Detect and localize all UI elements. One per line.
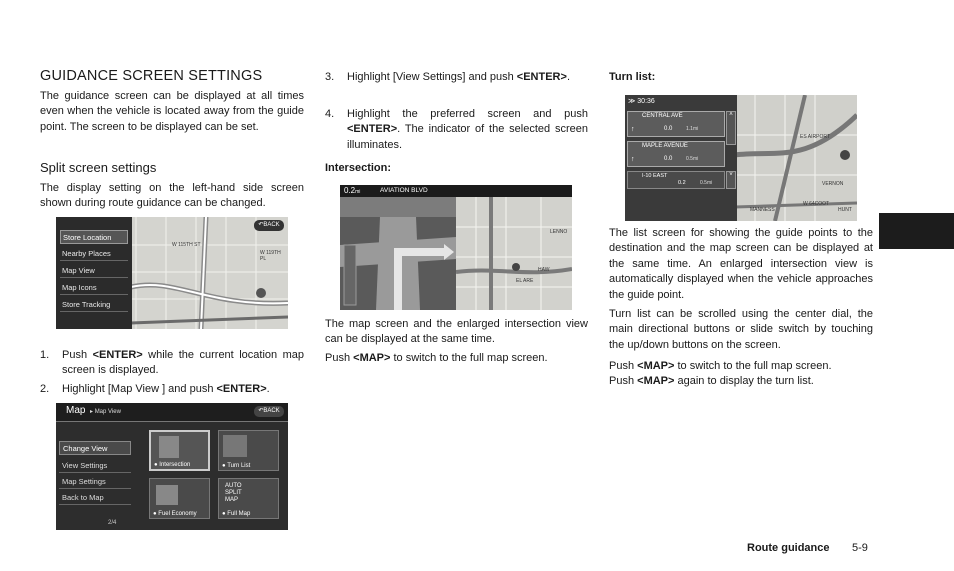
- time-readout: ≫ 30:36: [628, 98, 655, 105]
- back-arrow-icon: ↶: [258, 222, 264, 228]
- step-4: [325, 107, 588, 155]
- step-number: 2.: [40, 383, 50, 395]
- turn-name: CENTRAL AVE: [642, 113, 683, 119]
- map-key: <MAP>: [637, 375, 675, 387]
- step-2: [40, 382, 304, 398]
- step-number: 4.: [325, 108, 335, 120]
- tile-label: Fuel Economy: [158, 511, 197, 517]
- turn-arrow-icon: ↑: [631, 156, 635, 163]
- turn-list-description: The list screen for showing the guide points to the destination and the map screen can be displayed at the same time. An enlarged intersection view is automatically displayed when the vehicle approaches the guide point.: [609, 227, 873, 301]
- push-map-instruction: Push <MAP> to switch to the full map screen.: [609, 360, 832, 372]
- intersection-view: [340, 197, 456, 310]
- intro-paragraph: The guidance screen can be displayed at all times even when the vehicle is located away from the guide point. The screen to be displayed can be set.: [40, 90, 304, 133]
- step-text: Highlight [Map View ] and push <ENTER>.: [62, 383, 270, 395]
- tile-label: Intersection: [159, 462, 191, 468]
- page-indicator: 2/4: [108, 520, 117, 526]
- back-button[interactable]: [254, 406, 284, 417]
- back-label: BACK: [263, 408, 280, 414]
- map-view: [456, 197, 572, 310]
- tile-label: Full Map: [227, 511, 251, 517]
- enter-key: <ENTER>: [516, 71, 567, 83]
- step-number: 3.: [325, 71, 335, 83]
- step-number: 1.: [40, 349, 50, 361]
- distance-readout: 0.2mi: [344, 186, 361, 195]
- turn-distance: 0.0: [664, 126, 673, 132]
- map-label: MANNESS: [750, 207, 775, 213]
- turn-name: I-10 EAST: [642, 173, 668, 179]
- turn-list-heading: Turn list:: [609, 71, 656, 83]
- street-label: W 115TH ST: [172, 242, 201, 248]
- turn-list-thumb-icon: [223, 435, 247, 457]
- street-label: W 119TH PL: [260, 250, 281, 262]
- tile-fuel-economy[interactable]: ● Fuel Economy: [149, 478, 210, 519]
- chevron-down-icon: ˅: [729, 172, 733, 178]
- tile-full-map[interactable]: AUTO SPLIT MAP ● Full Map: [218, 478, 279, 519]
- menu-item-view-settings[interactable]: View Settings: [59, 459, 131, 473]
- step-text: Push <ENTER> while the current location map screen is displayed.: [62, 349, 304, 377]
- turn-list-row[interactable]: [627, 171, 725, 189]
- intersection-description: The map screen and the enlarged intersection view can be displayed at the same time.: [325, 318, 588, 346]
- street-name: AVIATION BLVD: [380, 187, 428, 194]
- turn-distance: 0.2: [678, 180, 686, 186]
- subheading-split-screen: Split screen settings: [40, 160, 157, 175]
- screen-title: Map: [66, 405, 86, 416]
- back-label: BACK: [263, 222, 280, 228]
- auto-split-map-label: AUTO SPLIT MAP: [225, 483, 242, 503]
- menu-item-map-view[interactable]: Map View: [60, 264, 128, 278]
- turn-subdistance: 1.1mi: [686, 126, 699, 132]
- direction-arrow-icon: ≫: [628, 98, 638, 105]
- menu-item-map-icons[interactable]: Map Icons: [60, 281, 128, 295]
- map-label: ES AIRPORT: [800, 134, 830, 140]
- turn-list-row[interactable]: [627, 141, 725, 167]
- screenshot-map-menu: [56, 217, 288, 329]
- push-map-again-instruction: Push <MAP> again to display the turn list.: [609, 375, 814, 387]
- section-heading: GUIDANCE SCREEN SETTINGS: [40, 68, 263, 84]
- enter-key: <ENTER>: [347, 123, 398, 136]
- enter-key: <ENTER>: [92, 349, 143, 361]
- map-label: HAW: [538, 267, 550, 273]
- map-label: VERNON: [822, 181, 844, 187]
- tile-intersection[interactable]: ● Intersection: [149, 430, 210, 471]
- intersection-thumb-icon: [159, 436, 179, 458]
- screenshot-map-view-menu: [56, 403, 288, 530]
- step-3: [325, 70, 588, 102]
- menu-item-nearby-places[interactable]: Nearby Places: [60, 247, 128, 261]
- turn-subdistance: 0.5mi: [700, 180, 713, 186]
- intersection-heading: Intersection:: [325, 162, 392, 174]
- push-map-instruction: Push <MAP> to switch to the full map screen.: [325, 352, 548, 364]
- turn-list-scroll-description: Turn list can be scrolled using the center dial, the main directional buttons or slide switch by touching the up/down buttons on the screen.: [609, 308, 873, 351]
- map-label: EL ARE: [516, 278, 534, 284]
- menu-item-back-to-map[interactable]: Back to Map: [59, 491, 131, 505]
- back-button[interactable]: [254, 220, 284, 231]
- step-text: Highlight the preferred screen and push <ENTER>. The indicator of the selected screen illuminates.: [347, 108, 588, 151]
- page-number: 5-9: [852, 542, 868, 554]
- turn-subdistance: 0.5mi: [686, 156, 699, 162]
- enter-key: <ENTER>: [216, 383, 267, 395]
- map-label: W 64COOT: [803, 201, 830, 207]
- map-label: HUNT: [838, 207, 852, 213]
- menu-item-store-tracking[interactable]: Store Tracking: [60, 298, 128, 312]
- step-text: Highlight [View Settings] and push <ENTER>.: [347, 71, 570, 83]
- turn-name: MAPLE AVENUE: [642, 143, 688, 149]
- chevron-up-icon: ˄: [729, 112, 733, 118]
- turn-arrow-icon: ↑: [631, 126, 635, 133]
- map-key: <MAP>: [353, 352, 391, 364]
- split-description: The display setting on the left-hand side screen shown during route guidance can be changed.: [40, 182, 304, 210]
- back-arrow-icon: ↶: [258, 408, 264, 414]
- tile-label: Turn List: [227, 463, 251, 469]
- fuel-economy-thumb-icon: [156, 485, 178, 505]
- turn-distance: 0.0: [664, 156, 673, 162]
- chapter-tab: [879, 213, 954, 249]
- scroll-down-button[interactable]: [726, 171, 736, 189]
- tile-turn-list[interactable]: ● Turn List: [218, 430, 279, 471]
- intersection-header: [340, 185, 572, 197]
- step-1: [40, 348, 304, 380]
- menu-item-change-view[interactable]: Change View: [59, 441, 131, 455]
- screenshot-intersection: [340, 185, 572, 310]
- turn-list-row[interactable]: [627, 111, 725, 137]
- footer-section: Route guidance: [747, 542, 830, 554]
- map-label: LENNO: [550, 229, 568, 235]
- map-key: <MAP>: [637, 360, 675, 372]
- menu-item-map-settings[interactable]: Map Settings: [59, 475, 131, 489]
- screen-subtitle: ▸ Map View: [90, 409, 121, 415]
- scroll-up-button[interactable]: [726, 111, 736, 145]
- screenshot-turn-list: [625, 95, 857, 221]
- menu-item-store-location[interactable]: Store Location: [60, 230, 128, 244]
